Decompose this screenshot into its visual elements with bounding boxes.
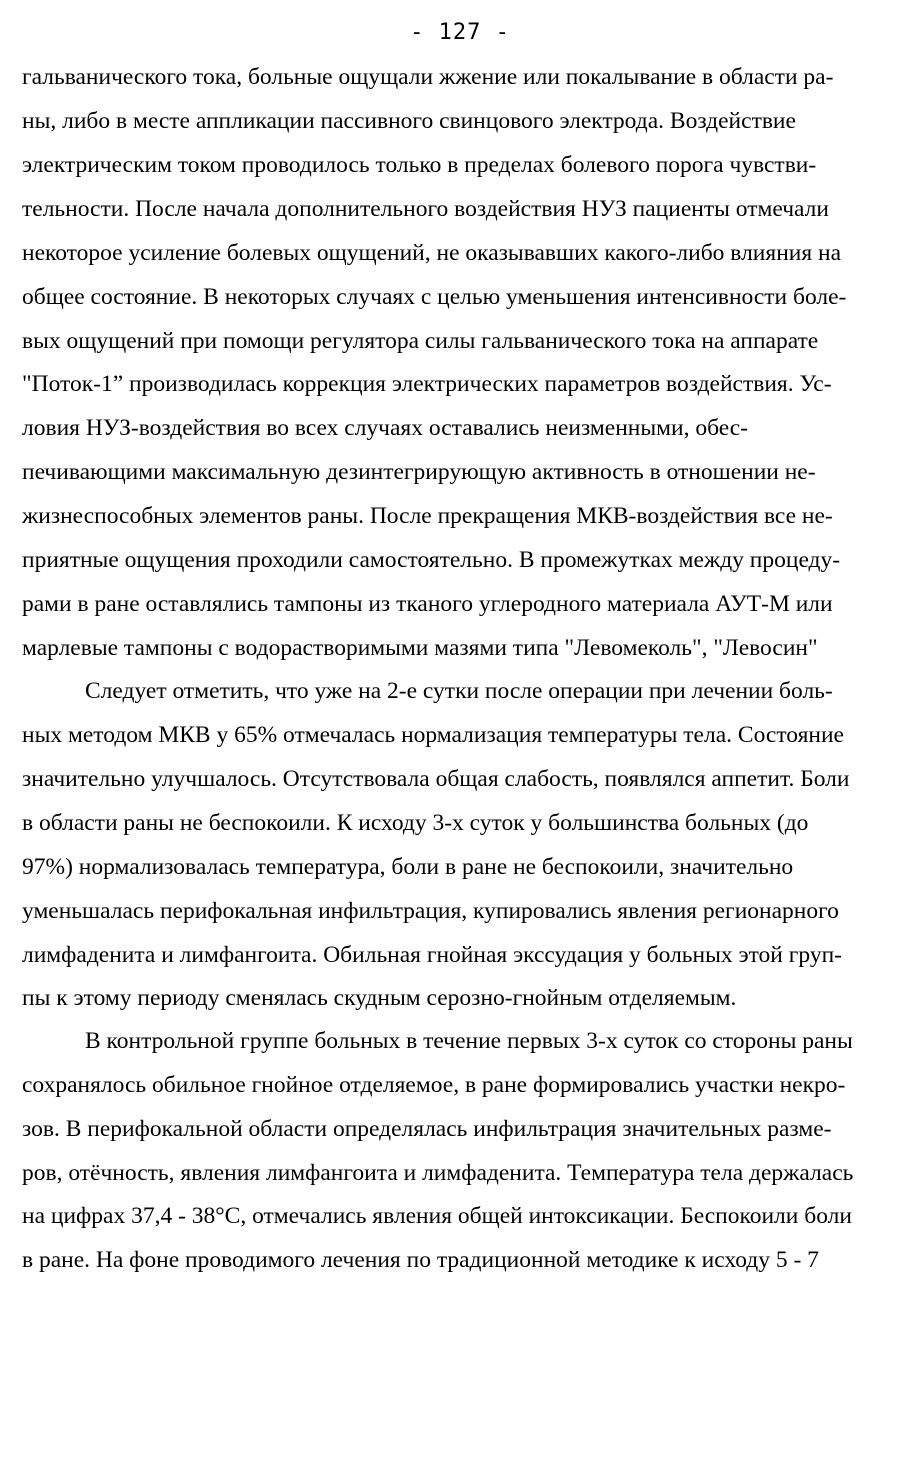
text-line: ров, отёчность, явления лимфангоита и лимфаденита. Температура тела держалась (22, 1160, 854, 1186)
paragraph-first-line: В контрольной группе больных в течение первых 3-х суток со стороны раны (85, 1028, 853, 1054)
text-line: приятные ощущения проходили самостоятельно. В промежутках между процеду- (22, 547, 841, 573)
text-line: печивающими максимальную дезинтегрирующую активность в отношении не- (22, 459, 816, 485)
text-line: некоторое усиление болевых ощущений, не оказывавших какого-либо влияния на (22, 240, 842, 266)
text-line: уменьшалась перифокальная инфильтрация, купировались явления регионарного (22, 898, 839, 924)
text-line: ных методом МКВ у 65% отмечалась нормализация температуры тела. Состояние (22, 722, 844, 748)
text-line: "Поток-1” производилась коррекция электрических параметров воздействия. Ус- (22, 371, 832, 397)
text-line: общее состояние. В некоторых случаях с целью уменьшения интенсивности боле- (22, 284, 847, 310)
text-line: жизнеспособных элементов раны. После прекращения МКВ-воздействия все не- (22, 503, 833, 529)
text-line: сохранялось обильное гнойное отделяемое, в ране формировались участки некро- (22, 1072, 846, 1098)
text-line: тельности. После начала дополнительного воздействия НУЗ пациенты отмечали (22, 196, 829, 222)
text-line: на цифрах 37,4 - 38°С, отмечались явления общей интоксикации. Беспокоили боли (22, 1203, 852, 1229)
page-number: - 127 - (410, 20, 510, 45)
text-line: гальванического тока, больные ощущали жжение или покалывание в области ра- (22, 64, 834, 90)
text-line: вых ощущений при помощи регулятора силы гальванического тока на аппарате (22, 328, 819, 354)
text-line: в области раны не беспокоили. К исходу 3-х суток у большинства больных (до (22, 810, 809, 836)
text-line: зов. В перифокальной области определялась инфильтрация значительных разме- (22, 1116, 832, 1142)
text-line: рами в ране оставлялись тампоны из тканого углеродного материала АУТ-М или (22, 591, 833, 617)
text-line: ны, либо в месте аппликации пассивного свинцового электрода. Воздействие (22, 108, 796, 134)
text-line: пы к этому периоду сменялась скудным серозно-гнойным отделяемым. (22, 985, 737, 1011)
text-line: ловия НУЗ-воздействия во всех случаях оставались неизменными, обес- (22, 415, 749, 441)
text-line: марлевые тампоны с водорастворимыми мазями типа "Левомеколь", "Левосин" (22, 635, 818, 661)
paragraph-first-line: Следует отметить, что уже на 2-е сутки после операции при лечении боль- (85, 678, 833, 704)
text-line: в ране. На фоне проводимого лечения по традиционной методике к исходу 5 - 7 (22, 1247, 819, 1273)
text-line: электрическим током проводилось только в пределах болевого порога чувстви- (22, 152, 817, 178)
text-line: значительно улучшалось. Отсутствовала общая слабость, появлялся аппетит. Боли (22, 766, 850, 792)
text-line: лимфаденита и лимфангоита. Обильная гнойная экссудация у больных этой груп- (22, 942, 842, 968)
text-line: 97%) нормализовалась температура, боли в ране не беспокоили, значительно (22, 854, 794, 880)
